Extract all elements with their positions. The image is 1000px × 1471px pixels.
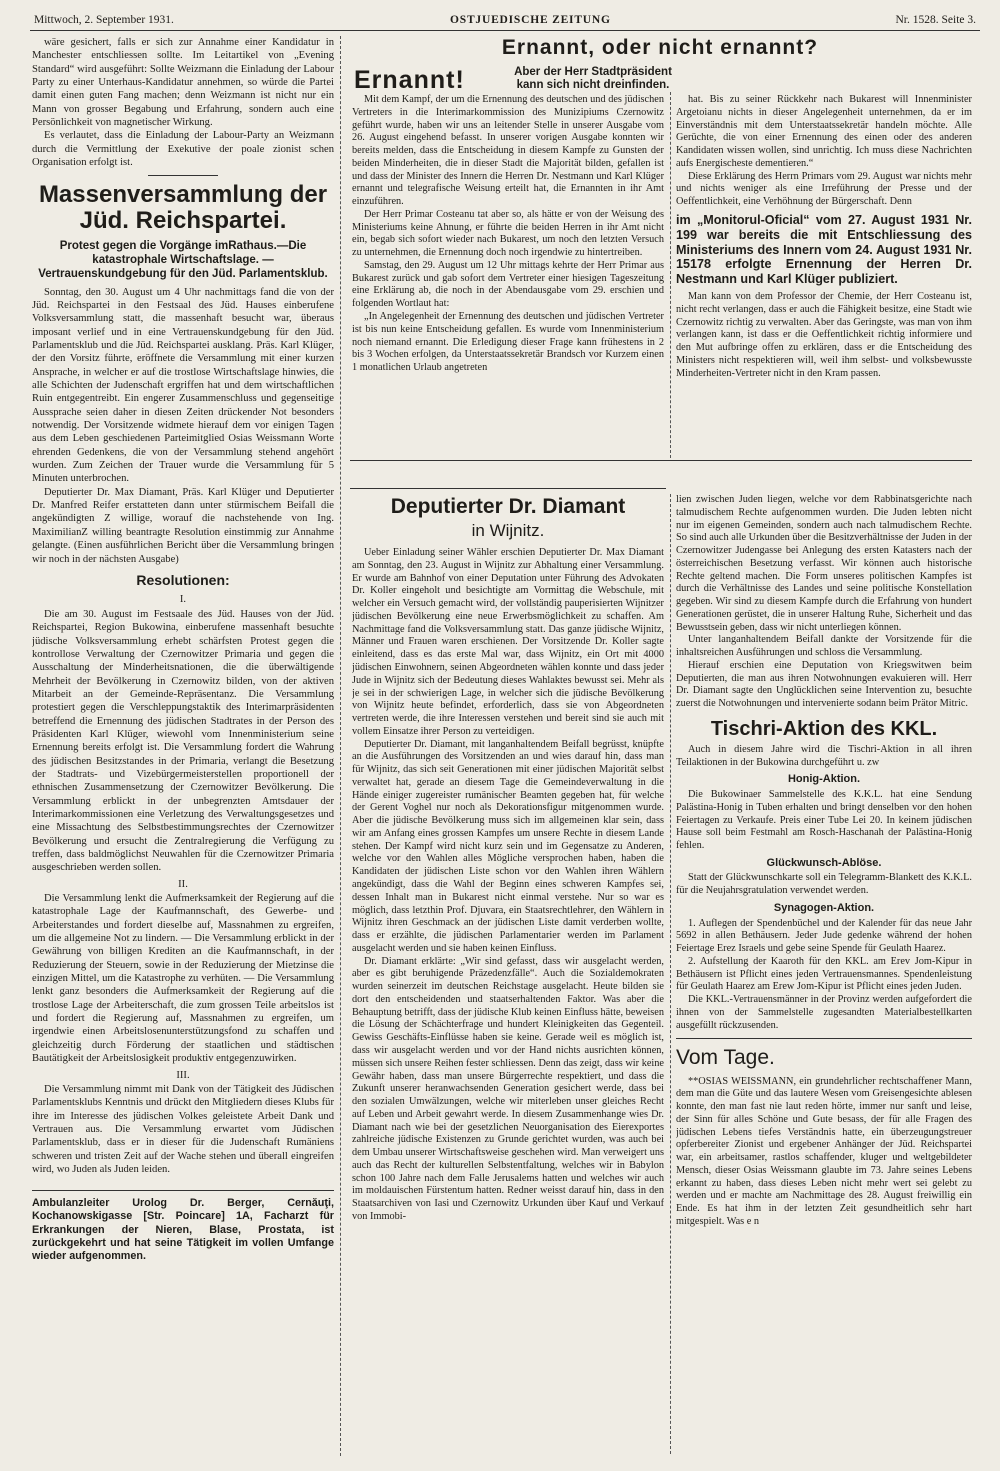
diamant-col-a	[352, 492, 664, 1462]
ernannt-paragraph: Der Herr Primar Costeanu tat aber so, als hätte er von der Weisung des Ministeriums keine Ahnung, er führte die beiden Herren in ihr Amt nicht ein, begab sich sofort wieder nach Bukarest, um noch den letzten Versuch zu unternehmen, die Ernennung doch noch irgendwie zu hintertreiben.	[352, 208, 664, 259]
vom-tage-paragraph: **OSIAS WEISSMANN, ein grundehrlicher rechtschaffener Mann, dem man die Güte und das lautere Wesen vom Greisengesichte ablesen konnte, den man fast nie laut reden hörte, immer nur sanft und leise, der Sinn für alles Schöne und Gute besass, der für alle Fragen des jüdischen Lebens tiefes Verständnis hatte, ein überzeugungstreuer opferbereiter Zionist und ergebener Anhänger der Jüd. Reichspartei war, ein arbeitsamer, rastlos schaffender, kluger und weltgebildeter Mensch, dieser Osias Weissmann glaubte im 73. Jahre seines Lebens erkannt zu haben, dass dieses Leben nicht mehr wert sei gelebt zu werden und er machte am Nachmittage des 28. August freiwillig ein Ende. Es hat ihm in der letzten Zeit gesundheitlich sehr hart mitgespielt. Was e n	[676, 1075, 972, 1227]
column-rule	[670, 92, 671, 458]
issue-number: Nr. 1528. Seite 3.	[895, 14, 976, 26]
issue-date: Mittwoch, 2. September 1931.	[34, 14, 174, 26]
roman-numeral: II.	[178, 878, 188, 890]
ernannt-paragraph: hat. Bis zu seiner Rückkehr nach Bukarest will Innenminister Argetoianu nichts in dieser Angelegenheit unternehmen, da er im Einverständnis mit dem Unterstaatssekretär handeln möchte. Alle Gerüchte, die von einer Ernennung des einen oder des anderen Kandidaten wissen wollen, sind unrichtig. Ich muss diese Nachrichten aufs Energischeste dementieren.“	[676, 94, 972, 169]
masthead	[30, 10, 980, 31]
ernannt-paragraph: Diese Erklärung des Herrn Primars vom 29. August war nichts mehr und nichts weniger als eine Irreführung der Presse und der Oeffentlichkeit, eine Verhöhnung der Bürgerschaft. Denn	[676, 170, 972, 208]
roman-numeral: III.	[176, 1069, 190, 1081]
article-paragraph: Sonntag, den 30. August um 4 Uhr nachmittags fand die von der Jüd. Reichspartei in den Festsaal des Jüd. Hauses einberufene Volksversammlung statt, die massenhaft besucht war, überaus imposant verlief und in eine Vertrauenskundgebung für den Jüd. Parlamentsklub und die Jüd. Reichspartei ausklang. Präs. Karl Klüger, der den Vorsitz führte, eröffnete die Versammlung mit einer kurzen Ansprache, in welcher er auf die trostlose Wirtschaftslage hinwies, die alle Schichten der Judenschaft ergriffen hat und dem wirtschaftlichen Ruin entgegentreibt. Ein engerer Zusammenschluss und gegenseitige Aussprache seien daher in diesen Zeiten drückender Not besonders notwendig. Der Vorsitzende widmete hierauf dem vor einigen Tagen aus dem Leben geschiedenen Parteimitglied Osias Weissmann Worte ehrenden Gedenkens, die von der Versammlung stehend angehört wurden. Zum Zeichen der Trauer wurde die Versammlung für 5 Minuten unterbrochen.	[32, 286, 334, 485]
diamant-paragraph: Deputierter Dr. Diamant, mit langanhaltendem Beifall begrüsst, knüpfte an die Ausführungen des Vorsitzenden an und wies darauf hin, dass man für Wijnitz, das sich seit Generationen mit einer jüdischen Majorität selbst verwaltet hat, gerade an diesem Tage die Gemeindeverwaltung in die Hände einiger zugereister rumänischer Beamten gegeben hat, für welche der Gerent Voghel nur noch als Dekorationsfigur mitgenommen wurde. Aber die jüdische Bevölkerung muss sich im allgemeinen klar sein, dass wir am Anfang eines grossen Kampfes um unsere Rechte in diesem Lande stehen. Der Kampf wird nicht kurz sein und im Gegensatze zu Anderen, welche vor den Wahlen alles Mögliche versprochen haben, haben die Kandidaten der jüdischen Liste schon vor den Wahlen ihren Wählern angekündigt, dass die Wahl der Beginn eines schweren Kampfes sei, dessen Inhalt man in Bukarest nicht einmal verstehe. Nur so war es möglich, dass letzthin Prof. Djuvara, ein Staatsrechtlehrer, den Wählern in Wijnitz ihren Geschmack an der jüdischen Liste damit verderben wollte, dass er erzählte, die jüdischen Parlamentarier werden im Parlament ausgelacht werden und sie haben keinen Einfluss.	[352, 738, 664, 954]
kkl-intro: Auch in diesem Jahre wird die Tischri-Aktion in all ihren Teilaktionen in der Bukowina durchgeführt u. zw	[676, 743, 972, 768]
kkl-paragraph: 1. Auflegen der Spendenbüchel und der Kalender für das neue Jahr 5692 in allen Bethäusern. Jeder Jude gedenke während der hohen Feiertage Erez Israels und gebe seine Spende für Geulath Haarez.	[676, 917, 972, 955]
advertisement-dr-berger: Ambulanzleiter Urolog Dr. Berger, Cernăuţi, Kochanowskigasse [Str. Poincare] 1A, Facharzt für Erkrankungen der Nieren, Blase, Prostata, ist zurückgekehrt und hat seine Tätigkeit im vollen Umfange wieder aufgenommen.	[32, 1197, 334, 1262]
kkl-paragraph: 2. Aufstellung der Kaaroth für den KKL. am Erev Jom-Kipur in Bethäusern ist Pflicht eines jeden Vertrauensmannes. Spendenleistung für Geulath Haarez am Erew Jom-Kipur ist Pflicht eines jeden Juden.	[676, 955, 972, 993]
ernannt-paragraph: Samstag, den 29. August um 12 Uhr mittags kehrte der Herr Primar aus Bukarest zurück und gab sofort dem Vertreter einer hiesigen Tageszeitung eine Erklärung ab, die noch in der Abendausgabe vom 29. erschien und folgenden Wortlaut hat:	[352, 259, 664, 310]
diamant-paragraph: lien zwischen Juden liegen, welche vor dem Rabbinatsgerichte nach talmudischem Rechte aufgenommen wurden. Die Juden lebten nicht nur im eigenen Gemeinden, sondern auch nach talmudischem Rechte. So sind auch alle Urkunden über die Besitzverhältnisse der Juden in der Czernowitzer Judengasse bei Anlegung des ersten Katasters nach der österreichischen Besetzung verfasst. Wir können auch historische Rechte geltend machen. Die Form unseres politischen Kampfes ist durch die Verhältnisse des Landes und seine politische Konstellation gegeben. Wir sind zu diesem Kampfe durch die Erfahrung von hundert Generationen gerüstet, die in unserer Haltung Ruhe, Sicherheit und das Bewusstsein geben, dass wir nicht unterliegen können.	[676, 494, 972, 633]
diamant-paragraph: Ueber Einladung seiner Wähler erschien Deputierter Dr. Max Diamant am Sonntag, den 23. August in Wijnitz zur Abhaltung einer Versammlung. Er wurde am Bahnhof von einer Deputation unter Führung des Advokaten Dr. Koller eingeholt und besichtigte am Vormittag die Webschule, mit welcher ein Versuch gemacht wird, der vollständig pauperisierten Wijnitzer jüdischen Bevölkerung eine neue Erwerbsmöglichkeit zu schaffen. Am Nachmittage fand die Volksversammlung statt. Das ganze jüdische Wijnitz, Männer und Frauen waren erschienen. Der Vorsitzende Dr. Koller sagte einleitend, dass es das erste Mal war, dass Wijnitz, ein Ort mit 4000 jüdischen Einwohnern, seinen Abgeordneten wählen konnte und dass jeder Jude in Wijnitz sich der Bedeutung dieses Wahlaktes bewusst sei. Mehr als je sei in der schwierigen Lage, in welcher sich die jüdische Bevölkerung von Wijnitz heute befindet, erforderlich, dass sie von Abgeordneten vertreten werde, die ihre Interessen verstehen und bereit sind sie auch mit vollem Einsatze ihrer Person zu verteidigen.	[352, 547, 664, 737]
kkl-title: Tischri-Aktion des KKL.	[710, 718, 938, 741]
ernannt-paragraph: Mit dem Kampf, der um die Ernennung des deutschen und des jüdischen Vertreters in die Interimarkommission des Munizipiums Czernowitz geführt wurde, haben wir uns an leitender Stelle in unserer Ausgabe vom 26. August eingehend befasst. In unserer vorigen Ausgabe konnten wir bereits melden, dass die Entscheidung in diesem Kampfe zu Gunsten der beiden Minderheiten, die in dieser Stadt die Majorität bilden, gefallen ist und dass der Minister des Innern die Herren Dr. Nestmann und Karl Klüger ernannt und telegrafische Weisung erteilt hat, die Ernannten in ihr Amt einzuführen.	[352, 94, 664, 208]
ernannt-col-b	[676, 94, 972, 458]
article-title-massenversammlung: Massenversammlung der Jüd. Reichspartei.	[38, 181, 328, 235]
ernannt-tagline: Aber der Herr Stadtpräsident kann sich nicht dreinfinden.	[514, 66, 672, 92]
column-left	[32, 36, 334, 1456]
ernannt-col-a	[352, 94, 664, 458]
ernannt-headline: Ernannt, oder nicht ernannt?	[501, 36, 819, 59]
diamant-title-rule	[350, 488, 666, 549]
divider	[148, 175, 218, 176]
article-subtitle: Protest gegen die Vorgänge imRathaus.—Die katastrophale Wirtschaftslage. — Vertrauenskundgebung für den Jüd. Parlamentsklub.	[38, 240, 328, 280]
kkl-paragraph: Die KKL.-Vertrauensmänner in der Provinz werden aufgefordert die ihnen von der Sammelstelle zugesandten Materialbestellkarten ausgefüllt rückzusenden.	[676, 994, 972, 1031]
ernannt-big-headline: Ernannt!	[354, 66, 465, 94]
diamant-subtitle: in Wijnitz.	[471, 521, 545, 541]
diamant-title: Deputierter Dr. Diamant	[390, 495, 626, 518]
resolution-paragraph: Die Versammlung lenkt die Aufmerksamkeit der Regierung auf die katastrophale Lage der Kaufmannschaft, des Gewerbe- und Arbeiterstandes und fordert dieselbe auf, Massnahmen zu ergreifen, um die allgemeine Not zu lindern. — Die Versammlung erblickt in der Gewährung von billigen Krediten an die Kaufmannschaft, in der Reduzierung der Steuern, sowie in der Reduzierung der Mietzinse die einzigen Mittel, um die Katastrophe zu verhüten. — Die Versammlung lenkt ganz besonders die Aufmerksamkeit der Regierung auf die trostlose Lage der Arbeiterschaft, die zum grossen Teile arbeitslos ist und fordert die Regierung auf, Massnahmen zu ergreifen, um irgendwie einen Arbeitslosenunterstützungsfond zu schaffen und gleichzeitig durch Förderung der staatlichen und städtischen Bautätigkeit der Arbeitslosigkeit produktiv entgegenzuwirken.	[32, 893, 334, 1065]
resolution-paragraph: Die am 30. August im Festsaale des Jüd. Hauses von der Jüd. Reichspartei, Region Bukowina, einberufene massenhaft besuchte jüdische Volksversammlung erhebt schärfsten Protest gegen die kontrollose Verwaltung der Czernowitzer Primaria und gegen die Ausschaltung der Minderheitsnationen, die die überwältigende Mehrheit der Bevölkerung in Czernowitz bilden, von der aktiven Mitarbeit an der Gemeinde-Repräsentanz. Die Versammlung protestiert gegen die Verschleppungstaktik des Interimarpräsidenten betreffend die Ernennung des jüdischen Stadtrates in der Person des Präsidenten Karl Klüger, wiewohl vom Innenministerium seine Ernennung bereits erfolgt ist. Die Versammlung fordert die Wahrung des jüdischen Besitzstandes in der Primaria, verlangt die Besetzung der Stadtrats- und Vizebürgermeisterstellen proportionell der ethnischen Zusammensetzung der Czernowitzer Bevölkerung. Die Versammlung erblickt in der unbegrenzten Amtsdauer der Interimarkommissionen eine Verletzung des Verwaltungsgesetzes und eine Missachtung des Selbstbestimmungsrechtes der Czernowitzer Bevölkerung und ersucht die Zentralregierung die Verfügung zu treffen, dass baldmöglichst Neuwahlen für die Czernowitzer Primaria ausgeschrieben werden sollen.	[32, 608, 334, 874]
diamant-paragraph: Dr. Diamant erklärte: „Wir sind gefasst, dass wir ausgelacht werden, aber es gibt beruhigende Präzedenzfälle“. Auch die Sozialdemokraten wurden seinerzeit im deutschen Reichstage ausgelacht. Heute bilden sie dort den entscheidenden und staatserhaltenden Faktor. Was aber die Behauptung betrifft, dass der jüdische Klub keinen Einfluss hätte, beweisen die Lösung der Schächterfrage und hundert Kleinigkeiten das Gegenteil. Gewiss Geschäfts-Einflüsse haben sie keine. Gerade weil es möglich ist, dass wir ausgelacht werden und vor der Hand nichts ausrichten können, müssen sich unsere Reihen fester schliessen. Denn das zeigt, dass wir keine Gewähr haben, dass man unsere Bürgerrechte respektiert, und dass die Zukunft unserer heranwachsenden Generation gesichert werde, dass bei den sozialen Umwälzungen, welche wir miterleben unser gleiches Recht auf Leben und Arbeit gewahrt werde. In diesem Zusammenhange wies Dr. Diamant nach wie bei der gesetzlichen Neuorganisation des Eierexportes zahlreiche jüdische Existenzen zu Grunde gerichtet wurden, was auch bei dem Umbau unserer Wirtschaftsweise geschehen wird. Man verweigert uns auch das Recht der kulturellen Selbstentfaltung, welches wir in Babylon schon 100 Jahre nach dem Falle Jerusalems hatten und welches wir auch im moldauischen Fürstentum hatten. Redner weisst darauf hin, dass in den Staatsarchiven von Iasi und Czernowitz Urkunden über Kauf und Verkauf von Immobi-	[352, 955, 664, 1222]
kkl-paragraph: Statt der Glückwunschkarte soll ein Telegramm-Blankett des K.K.L. für die Neujahrsgratulation verwendet werden.	[676, 872, 972, 897]
ernannt-quote: „In Angelegenheit der Ernennung des deutschen und jüdischen Vertreter ist bis nun keine Entscheidung gefallen. Es wurde vom Innenministerium noch niemand ernannt. Die Erledigung dieser Frage kann frühestens in 2 bis 3 Wochen erfolgen, da Unterstaatssekretär Brandsch vor Kurzem einen 1 monatlichen Urlaub angetreten	[352, 311, 664, 374]
resolution-paragraph: Die Versammlung nimmt mit Dank von der Tätigkeit des Jüdischen Parlamentsklubs Kenntnis und drückt den Mitgliedern dieses Klubs für ihre im Interesse des jüdischen Volkes geleistete Arbeit Dank und Vertrauen aus. Die Versammlung erwartet vom Jüdischen Parlamentsklub, dass er in dieser für die Judenschaft Rumäniens schweren und tristen Zeit auf der Wache stehen und überall eingreifen wird, wo Juden als Juden leiden.	[32, 1083, 334, 1175]
column-rule	[670, 494, 671, 1454]
kkl-subheading: Glückwunsch-Ablöse.	[766, 856, 882, 869]
resolutions-heading: Resolutionen:	[136, 571, 230, 588]
roman-numeral: I.	[179, 594, 187, 606]
weizmann-paragraph-2: Es verlautet, dass die Einladung der Labour-Party an Weizmann durch die Vermittlung der Exekutive der poale zionist schen Organisation erfolgt ist.	[32, 130, 334, 169]
vom-tage-title: Vom Tage.	[676, 1046, 775, 1070]
column-right	[676, 494, 972, 1460]
weizmann-paragraph: wäre gesichert, falls er sich zur Annahme einer Kandidatur in Manchester entschliessen sollte. Im Leitartikel von „Evening Standard“ wird ausgeführt: Sollte Weizmann die Einladung der Labour Party zu einer Unterhaus-Kandidatur annehmen, so würde die Partei damit einen guten Fang machen; denn Weizmann ist nicht nur ein Mann von grosser Begabung und Erfahrung, sondern auch eine Persönlichkeit von magnetischer Wirkung.	[32, 37, 334, 129]
kkl-subheading: Synagogen-Aktion.	[773, 901, 875, 914]
kkl-subheading: Honig-Aktion.	[787, 773, 861, 786]
column-rule	[340, 36, 341, 1456]
newspaper-name: OSTJUEDISCHE ZEITUNG	[450, 14, 611, 26]
diamant-paragraph: Unter langanhaltendem Beifall dankte der Vorsitzende für die inhaltsreichen Ausführungen und schloss die Versammlung.	[676, 634, 972, 659]
divider	[676, 1038, 972, 1039]
ernannt-paragraph: Man kann von dem Professor der Chemie, der Herr Costeanu ist, nicht recht verlangen, dass er auch die Fähigkeit besitze, eine Stadt wie Czernowitz richtig zu verwalten. Aber das Geringste, was man von ihm verlangen kann, ist dass er die Oeffentlichkeit richtig informiere und den Mut aufbringe offen zu erklären, dass er die Entscheidung des Ministers nicht respektieren will, weil ihm selbst- und volksbewusste Minderheiten-Vertreter nicht in den Kram passen.	[676, 291, 972, 379]
divider	[32, 1190, 334, 1191]
diamant-paragraph: Hierauf erschien eine Deputation von Kriegswitwen beim Deputierten, die man aus ihren Notwohnungen evakuieren will. Herr Dr. Diamant sagte den Unglücklichen seine Intervention zu, besuchte zuerst die Notwohnungen und intervenierte sodann beim Prätor Mitric.	[676, 659, 972, 710]
article-paragraph: Deputierter Dr. Max Diamant, Präs. Karl Klüger und Deputierter Dr. Manfred Reifer erstatteten dann unter stürmischem Beifall die angekündigten Z willige, worauf die nachstehende von Ing. MaximilianZ willing beantragte Resolution einstimmig zur Annahme gelangte. (Einen ausführlichen Bericht über die Versammlung bringen wir noch in der nächsten Ausgabe)	[32, 486, 334, 565]
kkl-paragraph: Die Bukowinaer Sammelstelle des K.K.L. hat eine Sendung Palästina-Honig in Tuben erhalten und bringt denselben vor den hohen Feiertagen zu Verkaufe. Preis einer Tube Lei 20. In keinem jüdischen Hause soll beim Festmahl am Rosch-Haschanah der Palästina-Honig fehlen.	[676, 788, 972, 852]
monitorul-notice: im „Monitorul-Oficial“ vom 27. August 1931 Nr. 199 war bereits die mit Entschliessung des Ministeriums des Innern vom 24. August 1931 Nr. 15178 erfolgte Ernennung der Herren Dr. Nestmann und Karl Klüger publiziert.	[676, 212, 972, 287]
